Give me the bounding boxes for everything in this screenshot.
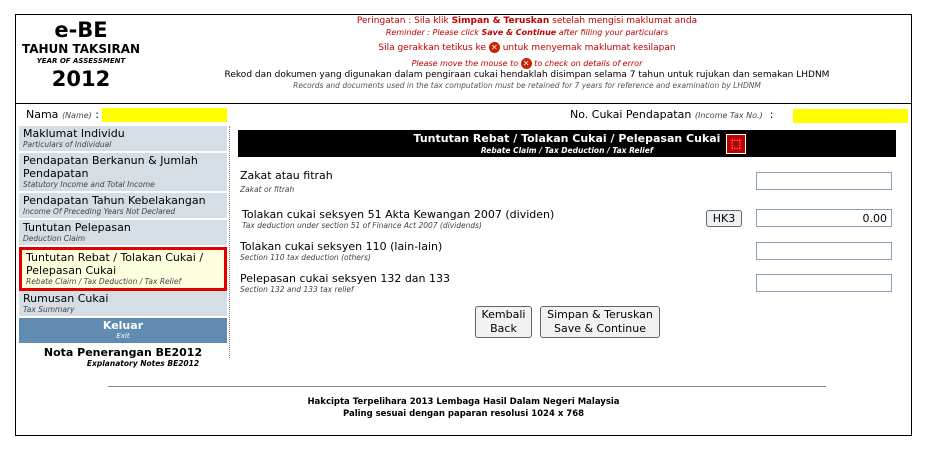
- section132-input[interactable]: [756, 274, 892, 292]
- name-value: [102, 108, 227, 122]
- brand-block: [16, 18, 146, 92]
- sidebar-item-preceding-years[interactable]: Pendapatan Tahun Kebelakangan Income Of Preceding Years Not Declared: [19, 193, 227, 220]
- footer: [16, 396, 911, 420]
- reminder-line: Reminder : Please click Save & Continue after filling your particulars: [385, 28, 669, 37]
- zakat-input[interactable]: [756, 172, 892, 190]
- save-continue-button[interactable]: Simpan & Teruskan Save & Continue: [540, 306, 660, 338]
- hover-instruction-line-en: Please move the mouse to ✕ to check on details of error: [411, 59, 643, 68]
- zakat-label: Zakat atau fitrah Zakat or fitrah: [240, 169, 333, 194]
- explanatory-notes-link[interactable]: Nota Penerangan BE2012 Explanatory Notes BE2012: [43, 346, 203, 368]
- resolution-note: Paling sesuai dengan paparan resolusi 1024 x 768: [342, 409, 585, 419]
- assessment-year-label-en: YEAR OF ASSESSMENT: [36, 57, 126, 65]
- section51-input[interactable]: [756, 209, 892, 227]
- section51-label: Tolakan cukai seksyen 51 Akta Kewangan 2007 (dividen) Tax deduction under section 51 of Finance Act 2007 (dividends): [242, 208, 555, 230]
- footer-divider: [108, 386, 826, 387]
- tax-number-value: [793, 109, 908, 123]
- hover-instruction-line: Sila gerakkan tetikus ke ✕ untuk menyemak maklumat kesilapan: [378, 43, 676, 53]
- assessment-year-value: 2012: [51, 67, 111, 91]
- brand-name: e-BE: [54, 18, 108, 42]
- error-x-icon: ✕: [521, 58, 532, 69]
- sidebar-item-rebate-claim[interactable]: Tuntutan Rebat / Tolakan Cukai / Pelepasan Cukai Rebate Claim / Tax Deduction / Tax Relief: [19, 247, 227, 291]
- records-notice: Rekod dan dokumen yang digunakan dalam pengiraan cukai hendaklah disimpan selama 7 tahun untuk rujukan dan semakan LHDNM: [224, 70, 830, 80]
- sidebar-item-deduction-claim[interactable]: Tuntutan Pelepasan Deduction Claim: [19, 220, 227, 247]
- sidebar-item-statutory-income[interactable]: Pendapatan Berkanun & Jumlah Pendapatan Statutory Income and Total Income: [19, 153, 227, 193]
- records-notice-en: Records and documents used in the tax computation must be retained for 7 years for reference and examination by LHDNM: [293, 81, 761, 90]
- hk3-button[interactable]: HK3: [706, 210, 742, 227]
- sidebar-item-tax-summary[interactable]: Rumusan Cukai Tax Summary: [19, 291, 227, 318]
- section-title-en: Rebate Claim / Tax Deduction / Tax Relief: [480, 146, 654, 155]
- section-title: Tuntutan Rebat / Tolakan Cukai / Pelepasan Cukai: [413, 132, 721, 145]
- header-messages: [150, 15, 904, 91]
- name-label: Nama (Name) :: [26, 108, 99, 121]
- back-button[interactable]: Kembali Back: [475, 306, 532, 338]
- error-x-icon: ✕: [489, 42, 500, 53]
- exit-button[interactable]: Keluar Exit: [19, 318, 227, 343]
- section132-label: Pelepasan cukai seksyen 132 dan 133 Section 132 and 133 tax relief: [240, 272, 451, 294]
- sidebar-item-particulars[interactable]: Maklumat Individu Particulars of Individual: [19, 126, 227, 153]
- header-divider: [16, 103, 911, 104]
- copyright-text: Hakcipta Terpelihara 2013 Lembaga Hasil Dalam Negeri Malaysia: [307, 397, 620, 407]
- section110-label: Tolakan cukai seksyen 110 (lain-lain) Section 110 tax deduction (others): [240, 240, 443, 262]
- pdf-icon[interactable]: ⬚: [726, 134, 746, 154]
- assessment-year-label: TAHUN TAKSIRAN: [21, 42, 141, 56]
- tax-number-label: No. Cukai Pendapatan (Income Tax No.) :: [570, 108, 774, 121]
- warning-line: Peringatan : Sila klik Simpan & Teruskan setelah mengisi maklumat anda: [356, 16, 698, 26]
- section-title-bar: [238, 130, 896, 157]
- section110-input[interactable]: [756, 242, 892, 260]
- sidebar-divider: [229, 126, 230, 358]
- sidebar: [19, 126, 227, 369]
